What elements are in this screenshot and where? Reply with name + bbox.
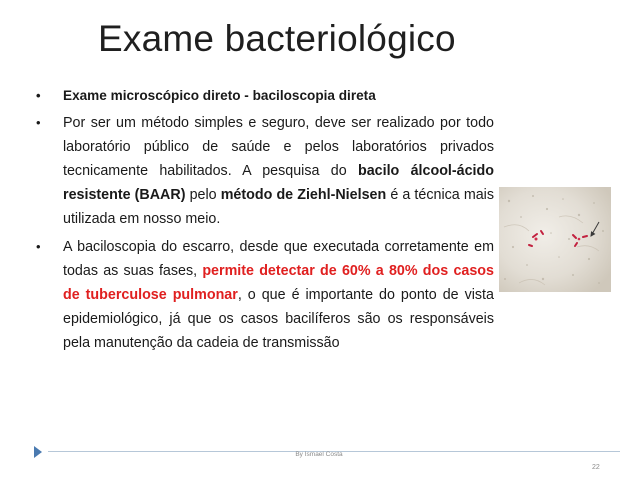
bullet-item: [36, 111, 494, 231]
bullet-text: Exame microscópico direto - baciloscopia direta: [63, 88, 376, 103]
bullet-text: pelo: [185, 187, 221, 203]
bullet-item: [36, 84, 494, 108]
bullet-text: é a técnica mais utilizada em nosso meio.: [63, 187, 495, 227]
bullet-list: [36, 84, 494, 359]
bullet-icon: •: [36, 88, 41, 103]
slide-title: Exame bacteriológico: [98, 18, 456, 59]
bullet-item: [36, 235, 494, 355]
footer-author: By Ismael Costa: [295, 451, 343, 458]
bullet-icon: •: [36, 115, 41, 130]
ziehl-nielsen-term: método de Ziehl-Nielsen: [220, 187, 387, 203]
highlight-text: permite detectar de 60% a 80% dos casos de tuberculose pulmonar: [63, 263, 494, 303]
page-number: 22: [592, 464, 600, 471]
bullet-text: , o que é importante do ponto de vista epidemiológico, já que os casos bacilíferos são os responsáveis pela manutenção da cadeia de transmissão: [63, 287, 494, 351]
microscopy-icon: [499, 187, 611, 292]
bullet-text: Por ser um método simples e seguro, deve ser realizado por todo laboratório público de saúde e pelos laboratórios privados tecnicamente habilitados. A pesquisa do: [63, 115, 494, 179]
bullet-text: A baciloscopia do escarro, desde que executada corretamente em todas as suas fases,: [63, 239, 494, 279]
bullet-icon: •: [36, 239, 41, 254]
baar-term: bacilo álcool-ácido resistente (BAAR): [63, 163, 494, 203]
microscopy-image: [499, 187, 611, 292]
